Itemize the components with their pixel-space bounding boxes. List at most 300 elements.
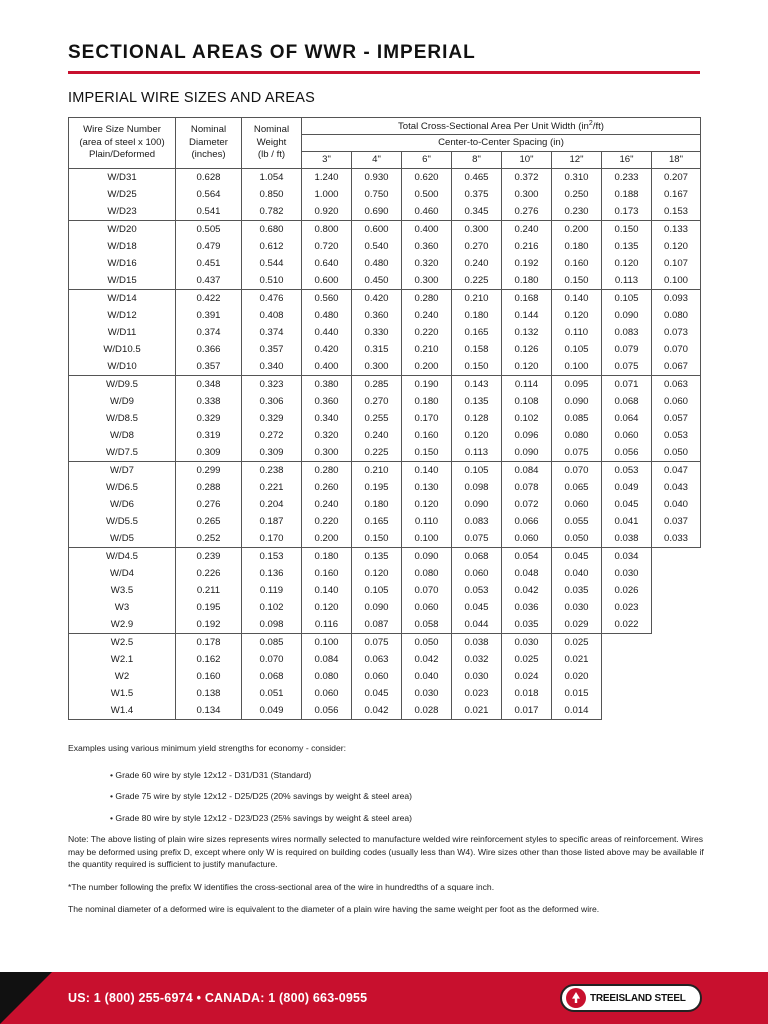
area-cell: 0.128 [452,410,502,427]
table-row [69,203,701,221]
table-row [69,376,701,394]
area-cell: 0.024 [502,668,552,685]
diameter-cell: 0.628 [176,169,242,187]
area-cell: 0.015 [552,685,602,702]
table-row [69,548,701,566]
area-cell: 0.450 [352,272,402,290]
area-cell: 0.120 [352,565,402,582]
wire-size-cell: W/D4 [69,565,176,582]
header-spacing: Center-to-Center Spacing (in) [302,135,701,152]
weight-cell: 0.119 [242,582,302,599]
area-cell: 0.225 [352,444,402,462]
area-cell: 0.048 [502,565,552,582]
area-cell: 0.100 [402,530,452,548]
diameter-cell: 0.288 [176,479,242,496]
empty-cell [652,634,701,652]
area-cell: 0.050 [652,444,701,462]
empty-cell [602,634,652,652]
weight-cell: 0.357 [242,341,302,358]
wire-size-cell: W/D12 [69,307,176,324]
area-cell: 0.135 [452,393,502,410]
area-cell: 0.210 [452,290,502,308]
wire-size-cell: W/D7 [69,462,176,480]
area-cell: 0.233 [602,169,652,187]
area-cell: 0.096 [502,427,552,444]
area-cell: 0.620 [402,169,452,187]
wire-sizes-table [68,117,701,720]
diameter-note: The nominal diameter of a deformed wire is equivalent to the diameter of a plain wire having the same weight per foot as the deformed wire. [68,904,600,914]
area-cell: 0.049 [602,479,652,496]
area-cell: 0.210 [352,462,402,480]
weight-cell: 0.102 [242,599,302,616]
weight-cell: 0.850 [242,186,302,203]
weight-cell: 0.272 [242,427,302,444]
area-cell: 0.110 [552,324,602,341]
wire-size-cell: W/D6 [69,496,176,513]
table-row [69,221,701,239]
area-cell: 0.300 [302,444,352,462]
area-cell: 0.090 [602,307,652,324]
area-cell: 0.300 [502,186,552,203]
area-cell: 0.270 [352,393,402,410]
area-cell: 0.093 [652,290,701,308]
diameter-cell: 0.276 [176,496,242,513]
examples-intro: Examples using various minimum yield strengths for economy - consider: [68,743,346,753]
area-cell: 0.034 [602,548,652,566]
area-cell: 0.060 [352,668,402,685]
diameter-cell: 0.265 [176,513,242,530]
area-cell: 0.216 [502,238,552,255]
area-cell: 0.400 [402,221,452,239]
table-row [69,427,701,444]
weight-cell: 0.782 [242,203,302,221]
area-cell: 0.420 [352,290,402,308]
area-cell: 0.180 [502,272,552,290]
area-cell: 0.047 [652,462,701,480]
area-cell: 0.143 [452,376,502,394]
weight-cell: 0.098 [242,616,302,634]
area-cell: 0.280 [402,290,452,308]
area-cell: 0.320 [302,427,352,444]
area-cell: 0.040 [402,668,452,685]
empty-cell [652,599,701,616]
area-cell: 0.480 [352,255,402,272]
area-cell: 0.057 [652,410,701,427]
wire-size-cell: W2 [69,668,176,685]
area-cell: 0.120 [502,358,552,376]
area-cell: 0.240 [302,496,352,513]
area-cell: 0.195 [352,479,402,496]
area-cell: 0.067 [652,358,701,376]
diameter-cell: 0.366 [176,341,242,358]
area-cell: 0.075 [602,358,652,376]
diameter-cell: 0.391 [176,307,242,324]
footer-contact: US: 1 (800) 255-6974 • CANADA: 1 (800) 663-0955 [68,991,368,1005]
area-cell: 0.075 [552,444,602,462]
section-subtitle: IMPERIAL WIRE SIZES AND AREAS [68,90,315,106]
area-cell: 0.360 [352,307,402,324]
empty-cell [602,685,652,702]
area-cell: 0.021 [552,651,602,668]
area-cell: 0.036 [502,599,552,616]
area-cell: 0.600 [302,272,352,290]
area-cell: 0.070 [552,462,602,480]
table-row [69,307,701,324]
area-cell: 0.500 [402,186,452,203]
table-row [69,634,701,652]
area-cell: 0.038 [452,634,502,652]
table-row [69,599,701,616]
weight-cell: 0.510 [242,272,302,290]
area-cell: 0.180 [352,496,402,513]
diameter-cell: 0.505 [176,221,242,239]
area-cell: 0.100 [652,272,701,290]
area-cell: 1.000 [302,186,352,203]
weight-cell: 0.187 [242,513,302,530]
wire-size-cell: W/D8 [69,427,176,444]
header-total-area: Total Cross-Sectional Area Per Unit Width $(in^2/ft)$ [302,118,701,135]
area-cell: 0.014 [552,702,602,720]
area-cell: 0.080 [302,668,352,685]
area-cell: 0.220 [302,513,352,530]
empty-cell [652,651,701,668]
area-cell: 0.090 [452,496,502,513]
diameter-cell: 0.479 [176,238,242,255]
area-cell: 0.260 [302,479,352,496]
weight-cell: 0.329 [242,410,302,427]
weight-cell: 0.374 [242,324,302,341]
wire-size-cell: W/D25 [69,186,176,203]
area-cell: 0.056 [302,702,352,720]
area-cell: 0.240 [352,427,402,444]
area-cell: 0.200 [302,530,352,548]
area-cell: 0.105 [452,462,502,480]
area-cell: 0.100 [552,358,602,376]
table-row [69,582,701,599]
area-cell: 0.240 [402,307,452,324]
area-cell: 0.063 [352,651,402,668]
wire-size-cell: W/D10 [69,358,176,376]
area-cell: 0.070 [652,341,701,358]
area-cell: 0.108 [502,393,552,410]
weight-cell: 0.051 [242,685,302,702]
area-cell: 0.060 [502,530,552,548]
weight-cell: 0.612 [242,238,302,255]
area-cell: 0.192 [502,255,552,272]
table-row [69,290,701,308]
area-cell: 0.090 [552,393,602,410]
area-cell: 0.135 [602,238,652,255]
area-cell: 0.045 [552,548,602,566]
area-cell: 0.070 [402,582,452,599]
area-cell: 0.158 [452,341,502,358]
area-cell: 0.132 [502,324,552,341]
area-cell: 0.100 [302,634,352,652]
area-cell: 0.400 [302,358,352,376]
area-cell: 0.460 [402,203,452,221]
area-cell: 0.140 [552,290,602,308]
wire-size-cell: W/D8.5 [69,410,176,427]
area-cell: 0.133 [652,221,701,239]
header-spacing-col: 10" [502,152,552,169]
area-cell: 0.250 [552,186,602,203]
empty-cell [602,702,652,720]
area-cell: 0.165 [352,513,402,530]
area-cell: 0.480 [302,307,352,324]
weight-cell: 0.070 [242,651,302,668]
area-cell: 0.075 [452,530,502,548]
area-cell: 0.150 [452,358,502,376]
area-cell: 0.050 [552,530,602,548]
diameter-cell: 0.195 [176,599,242,616]
area-cell: 0.030 [402,685,452,702]
area-cell: 0.071 [602,376,652,394]
diameter-cell: 0.374 [176,324,242,341]
area-cell: 0.065 [552,479,602,496]
area-cell: 0.300 [452,221,502,239]
area-cell: 0.105 [552,341,602,358]
area-cell: 0.018 [502,685,552,702]
area-cell: 0.300 [352,358,402,376]
area-cell: 0.116 [302,616,352,634]
header-spacing-col: 18" [652,152,701,169]
area-cell: 0.200 [552,221,602,239]
area-cell: 0.079 [602,341,652,358]
wire-size-cell: W/D14 [69,290,176,308]
area-cell: 0.022 [602,616,652,634]
diameter-cell: 0.338 [176,393,242,410]
wire-size-cell: W/D20 [69,221,176,239]
area-cell: 0.080 [402,565,452,582]
area-cell: 1.240 [302,169,352,187]
wire-size-cell: W/D6.5 [69,479,176,496]
area-cell: 0.060 [552,496,602,513]
area-cell: 0.025 [502,651,552,668]
area-cell: 0.041 [602,513,652,530]
area-cell: 0.075 [352,634,402,652]
area-cell: 0.042 [502,582,552,599]
area-cell: 0.225 [452,272,502,290]
area-cell: 0.083 [452,513,502,530]
header-nominal-weight: Nominal Weight (lb / ft) [242,118,302,169]
area-cell: 0.315 [352,341,402,358]
area-cell: 0.017 [502,702,552,720]
area-cell: 0.030 [552,599,602,616]
empty-cell [652,582,701,599]
diameter-cell: 0.162 [176,651,242,668]
area-cell: 0.340 [302,410,352,427]
diameter-cell: 0.211 [176,582,242,599]
wire-size-cell: W2.5 [69,634,176,652]
area-cell: 0.030 [452,668,502,685]
area-cell: 0.180 [402,393,452,410]
area-cell: 0.090 [352,599,402,616]
diameter-cell: 0.437 [176,272,242,290]
area-cell: 0.102 [502,410,552,427]
area-cell: 0.120 [652,238,701,255]
weight-cell: 0.323 [242,376,302,394]
diameter-cell: 0.178 [176,634,242,652]
weight-cell: 0.068 [242,668,302,685]
wire-size-cell: W/D31 [69,169,176,187]
area-cell: 0.023 [452,685,502,702]
area-cell: 0.078 [502,479,552,496]
header-spacing-col: 4" [352,152,402,169]
area-cell: 0.210 [402,341,452,358]
table-row [69,444,701,462]
area-cell: 0.020 [552,668,602,685]
weight-cell: 0.238 [242,462,302,480]
footer-corner-accent [0,972,52,1024]
weight-cell: 1.054 [242,169,302,187]
wire-size-cell: W/D5.5 [69,513,176,530]
area-cell: 0.276 [502,203,552,221]
diameter-cell: 0.357 [176,358,242,376]
area-cell: 0.072 [502,496,552,513]
wire-size-cell: W/D9.5 [69,376,176,394]
wire-size-cell: W/D11 [69,324,176,341]
area-cell: 0.045 [452,599,502,616]
area-cell: 0.037 [652,513,701,530]
page-title: SECTIONAL AREAS OF WWR - IMPERIAL [68,42,476,63]
area-cell: 0.120 [602,255,652,272]
prefix-note: *The number following the prefix W identifies the cross-sectional area of the wire in hundredths of a square inch. [68,881,495,892]
area-cell: 0.165 [452,324,502,341]
area-cell: 0.044 [452,616,502,634]
area-cell: 0.026 [602,582,652,599]
area-cell: 0.130 [402,479,452,496]
table-row [69,186,701,203]
empty-cell [652,702,701,720]
weight-cell: 0.476 [242,290,302,308]
diameter-cell: 0.319 [176,427,242,444]
area-cell: 0.420 [302,341,352,358]
diameter-cell: 0.239 [176,548,242,566]
area-cell: 0.167 [652,186,701,203]
weight-cell: 0.136 [242,565,302,582]
area-cell: 0.310 [552,169,602,187]
area-cell: 0.055 [552,513,602,530]
area-cell: 0.320 [402,255,452,272]
area-cell: 0.240 [452,255,502,272]
empty-cell [652,616,701,634]
empty-cell [652,685,701,702]
diameter-cell: 0.160 [176,668,242,685]
area-cell: 0.029 [552,616,602,634]
table-row [69,496,701,513]
weight-cell: 0.340 [242,358,302,376]
weight-cell: 0.170 [242,530,302,548]
table-row [69,651,701,668]
diameter-cell: 0.309 [176,444,242,462]
header-spacing-col: 12" [552,152,602,169]
area-cell: 0.140 [402,462,452,480]
table-row [69,702,701,720]
area-cell: 0.375 [452,186,502,203]
area-cell: 0.160 [552,255,602,272]
area-cell: 0.270 [452,238,502,255]
header-nominal-diameter: Nominal Diameter (inches) [176,118,242,169]
weight-cell: 0.221 [242,479,302,496]
area-cell: 0.465 [452,169,502,187]
area-cell: 0.105 [352,582,402,599]
area-cell: 0.060 [452,565,502,582]
area-cell: 0.040 [552,565,602,582]
area-cell: 0.240 [502,221,552,239]
area-cell: 0.300 [402,272,452,290]
area-cell: 0.035 [552,582,602,599]
area-cell: 0.083 [602,324,652,341]
area-cell: 0.038 [602,530,652,548]
area-cell: 0.054 [502,548,552,566]
title-divider [68,71,700,74]
area-cell: 0.750 [352,186,402,203]
area-cell: 0.084 [502,462,552,480]
area-cell: 0.045 [352,685,402,702]
header-spacing-col: 16" [602,152,652,169]
area-cell: 0.032 [452,651,502,668]
area-cell: 0.207 [652,169,701,187]
area-cell: 0.043 [652,479,701,496]
table-row [69,685,701,702]
table-row [69,565,701,582]
area-cell: 0.150 [602,221,652,239]
area-cell: 0.160 [402,427,452,444]
area-cell: 0.053 [602,462,652,480]
area-cell: 0.190 [402,376,452,394]
area-cell: 0.720 [302,238,352,255]
weight-cell: 0.306 [242,393,302,410]
area-cell: 0.380 [302,376,352,394]
area-cell: 0.180 [302,548,352,566]
table-row [69,616,701,634]
wire-size-cell: W/D9 [69,393,176,410]
area-cell: 0.060 [302,685,352,702]
table-row [69,513,701,530]
area-cell: 0.113 [452,444,502,462]
area-cell: 0.090 [502,444,552,462]
area-cell: 0.033 [652,530,701,548]
wire-size-cell: W/D5 [69,530,176,548]
table-row [69,324,701,341]
table-row [69,393,701,410]
example-bullet: • Grade 75 wire by style 12x12 - D25/D25 (20% savings by weight & steel area) [110,791,413,801]
area-cell: 0.080 [552,427,602,444]
area-cell: 0.058 [402,616,452,634]
area-cell: 0.107 [652,255,701,272]
area-cell: 0.280 [302,462,352,480]
diameter-cell: 0.451 [176,255,242,272]
empty-cell [652,668,701,685]
weight-cell: 0.408 [242,307,302,324]
wire-size-cell: W/D15 [69,272,176,290]
tree-island-logo [560,984,702,1012]
empty-cell [652,548,701,566]
wire-size-cell: W/D18 [69,238,176,255]
weight-cell: 0.049 [242,702,302,720]
area-cell: 0.285 [352,376,402,394]
area-cell: 0.114 [502,376,552,394]
area-cell: 0.220 [402,324,452,341]
diameter-cell: 0.226 [176,565,242,582]
diameter-cell: 0.541 [176,203,242,221]
header-spacing-col: 3" [302,152,352,169]
area-cell: 0.930 [352,169,402,187]
table-row [69,530,701,548]
table-row [69,238,701,255]
area-cell: 0.230 [552,203,602,221]
area-cell: 0.030 [602,565,652,582]
